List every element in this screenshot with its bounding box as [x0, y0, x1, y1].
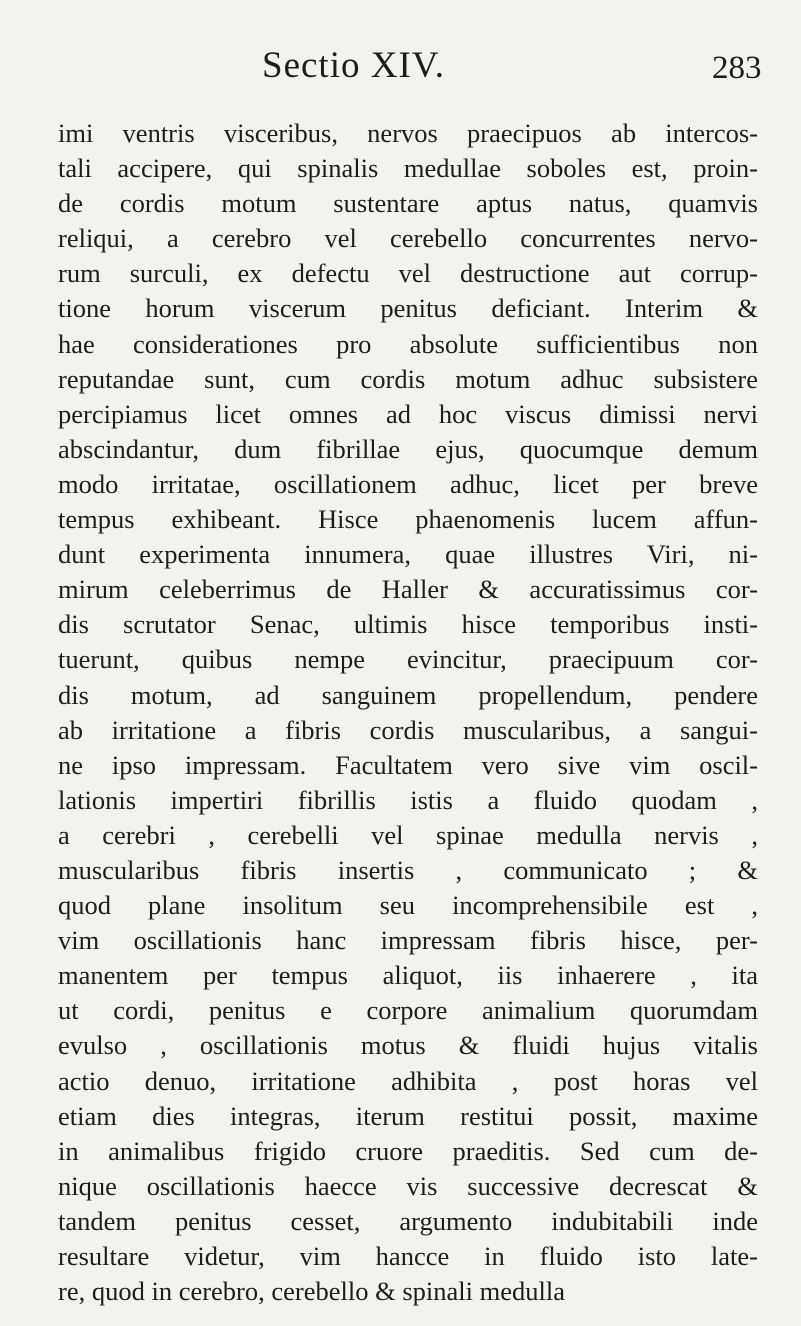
body-text: [58, 116, 758, 1309]
text-line: imi ventris visceribus, nervos praecipuos ab intercos-: [58, 118, 758, 148]
text-line: nique oscillationis haecce vis successive decrescat &: [58, 1170, 758, 1201]
text-line: hae considerationes pro absolute sufficientibus non: [58, 328, 758, 359]
text-line: rum surculi, ex defectu vel destructione aut corrup-: [58, 258, 758, 289]
text-line: re, quod in cerebro, cerebello & spinali medulla: [58, 1276, 565, 1307]
text-line: a cerebri , cerebelli vel spinae medulla nervis ,: [58, 819, 758, 850]
text-line: modo irritatae, oscillationem adhuc, licet per breve: [58, 468, 758, 499]
text-line: manentem per tempus aliquot, iis inhaerere , ita: [58, 960, 758, 991]
page-number: 283: [712, 50, 762, 86]
text-line: resultare videtur, vim hancce in fluido isto late-: [58, 1241, 758, 1271]
text-line: tione horum viscerum penitus deficiant. Interim &: [58, 293, 758, 324]
text-line: tempus exhibeant. Hisce phaenomenis lucem affun-: [58, 504, 758, 535]
running-head: [0, 44, 801, 94]
section-title: Sectio XIV.: [262, 45, 445, 86]
text-line: ne ipso impressam. Facultatem vero sive vim oscil-: [58, 749, 758, 780]
text-line: evulso , oscillationis motus & fluidi hujus vitalis: [58, 1030, 758, 1061]
text-line: abscindantur, dum fibrillae ejus, quocumque demum: [58, 433, 758, 464]
text-line: muscularibus fibris insertis , communicato ; &: [58, 854, 758, 885]
text-line: ut cordi, penitus e corpore animalium quorumdam: [58, 995, 758, 1026]
text-line: etiam dies integras, iterum restitui possit, maxime: [58, 1100, 758, 1131]
text-line: quod plane insolitum seu incomprehensibile est ,: [58, 890, 758, 921]
text-line: ab irritatione a fibris cordis muscularibus, a sangui-: [58, 714, 758, 745]
text-line: vim oscillationis hanc impressam fibris hisce, per-: [58, 925, 758, 956]
text-line: dis motum, ad sanguinem propellendum, pendere: [58, 679, 758, 710]
text-line: actio denuo, irritatione adhibita , post horas vel: [58, 1065, 758, 1096]
text-line: in animalibus frigido cruore praeditis. Sed cum de-: [58, 1135, 758, 1166]
text-line: tandem penitus cesset, argumento indubitabili inde: [58, 1205, 758, 1236]
text-line: de cordis motum sustentare aptus natus, quamvis: [58, 188, 758, 219]
text-line: reliqui, a cerebro vel cerebello concurrentes nervo-: [58, 223, 758, 254]
text-line: dis scrutator Senac, ultimis hisce temporibus insti-: [58, 609, 758, 640]
text-line: percipiamus licet omnes ad hoc viscus dimissi nervi: [58, 398, 758, 429]
text-line: reputandae sunt, cum cordis motum adhuc subsistere: [58, 363, 758, 394]
text-line: mirum celeberrimus de Haller & accuratissimus cor-: [58, 574, 758, 605]
text-line: tuerunt, quibus nempe evincitur, praecipuum cor-: [58, 644, 758, 675]
text-line: tali accipere, qui spinalis medullae soboles est, proin-: [58, 153, 758, 184]
text-line: dunt experimenta innumera, quae illustres Viri, ni-: [58, 539, 758, 570]
text-line: lationis impertiri fibrillis istis a fluido quodam ,: [58, 784, 758, 815]
